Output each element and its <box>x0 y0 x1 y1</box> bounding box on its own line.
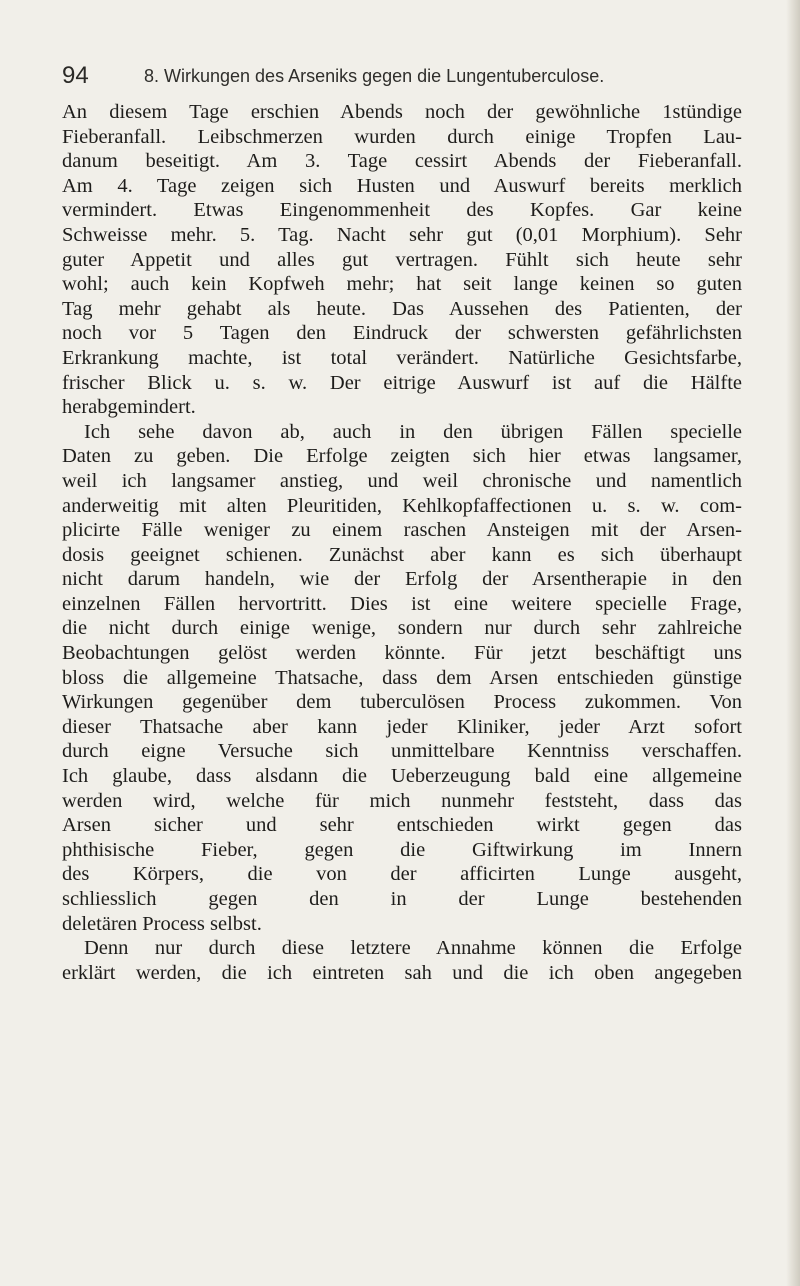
text-line: guter Appetit und alles gut vertragen. Fühlt sich heute sehr <box>62 248 742 271</box>
text-line: Schweisse mehr. 5. Tag. Nacht sehr gut (0,01 Morphium). Sehr <box>62 223 742 246</box>
text-line: vermindert. Etwas Eingenommenheit des Kopfes. Gar keine <box>62 199 742 222</box>
text-line: noch vor 5 Tagen den Eindruck der schwersten gefährlichsten <box>62 322 742 345</box>
text-line: Ich sehe davon ab, auch in den übrigen Fällen specielle <box>84 420 742 443</box>
text-line: danum beseitigt. Am 3. Tage cessirt Abends der Fieberanfall. <box>62 150 742 173</box>
text-line: Ich glaube, dass alsdann die Ueberzeugung bald eine allgemeine <box>62 765 742 788</box>
text-line-spaced: phthisische Fieber, gegen die Giftwirkung im Innern <box>62 838 742 861</box>
text-line: Erkrankung machte, ist total verändert. Natürliche Gesichtsfarbe, <box>62 346 742 369</box>
text-line: Fieberanfall. Leibschmerzen wurden durch einige Tropfen Lau- <box>62 125 742 148</box>
running-head: 8. Wirkungen des Arseniks gegen die Lungentuberculose. <box>144 66 605 86</box>
page-header <box>62 60 742 100</box>
text-line: Denn nur durch diese letztere Annahme können die Erfolge <box>84 937 742 960</box>
paragraph-1 <box>62 100 742 420</box>
text-line: anderweitig mit alten Pleuritiden, Kehlkopfaffectionen u. s. w. com- <box>62 494 742 517</box>
text-line: Beobachtungen gelöst werden könnte. Für jetzt beschäftigt uns <box>62 642 742 665</box>
text-line: herabgemindert. <box>62 396 196 419</box>
text-line: wohl; auch kein Kopfweh mehr; hat seit lange keinen so guten <box>62 273 742 296</box>
text-line: Tag mehr gehabt als heute. Das Aussehen des Patienten, der <box>62 297 742 320</box>
text-line: weil ich langsamer anstieg, und weil chronische und namentlich <box>62 469 742 492</box>
paragraph-3 <box>62 936 742 985</box>
text-line-spaced: schliesslich gegen den in der Lunge bestehenden <box>62 888 742 910</box>
text-line: An diesem Tage erschien Abends noch der gewöhnliche 1stündige <box>62 101 742 123</box>
text-line: Daten zu geben. Die Erfolge zeigten sich hier etwas langsamer, <box>62 445 742 468</box>
text-line: Wirkungen gegenüber dem tuberculösen Process zukommen. Von <box>62 691 742 714</box>
paragraph-2 <box>62 420 742 936</box>
book-page <box>62 60 742 985</box>
text-line: durch eigne Versuche sich unmittelbare Kenntniss verschaffen. <box>62 740 742 763</box>
page-number: 94 <box>62 62 89 89</box>
text-line: plicirte Fälle weniger zu einem raschen Ansteigen mit der Arsen- <box>62 519 742 542</box>
text-line-spaced: deletären Process selbst. <box>62 912 262 935</box>
text-line: dosis geeignet schienen. Zunächst aber kann es sich überhaupt <box>62 543 742 566</box>
text-line: die nicht durch einige wenige, sondern nur durch sehr zahlreiche <box>62 617 742 640</box>
text-line: erklärt werden, die ich eintreten sah und die ich oben angegeben <box>62 961 742 984</box>
text-line-spaced: des Körpers, die von der afficirten Lunge ausgeht, <box>62 863 742 886</box>
text-line: bloss die allgemeine Thatsache, dass dem Arsen entschieden günstige <box>62 666 742 689</box>
text-line-spaced: Arsen sicher und sehr entschieden wirkt gegen das <box>62 814 742 837</box>
text-line: dieser Thatsache aber kann jeder Kliniker, jeder Arzt sofort <box>62 715 742 738</box>
text-line: einzelnen Fällen hervortritt. Dies ist eine weitere specielle Frage, <box>62 592 742 615</box>
body-text <box>62 100 742 985</box>
page-edge-shadow <box>786 0 800 1286</box>
text-line: nicht darum handeln, wie der Erfolg der Arsentherapie in den <box>62 568 742 591</box>
text-line: Am 4. Tage zeigen sich Husten und Auswurf bereits merklich <box>62 174 742 197</box>
text-line: werden wird, welche für mich nunmehr feststeht, dass das <box>62 789 742 812</box>
text-line: frischer Blick u. s. w. Der eitrige Auswurf ist auf die Hälfte <box>62 371 742 394</box>
